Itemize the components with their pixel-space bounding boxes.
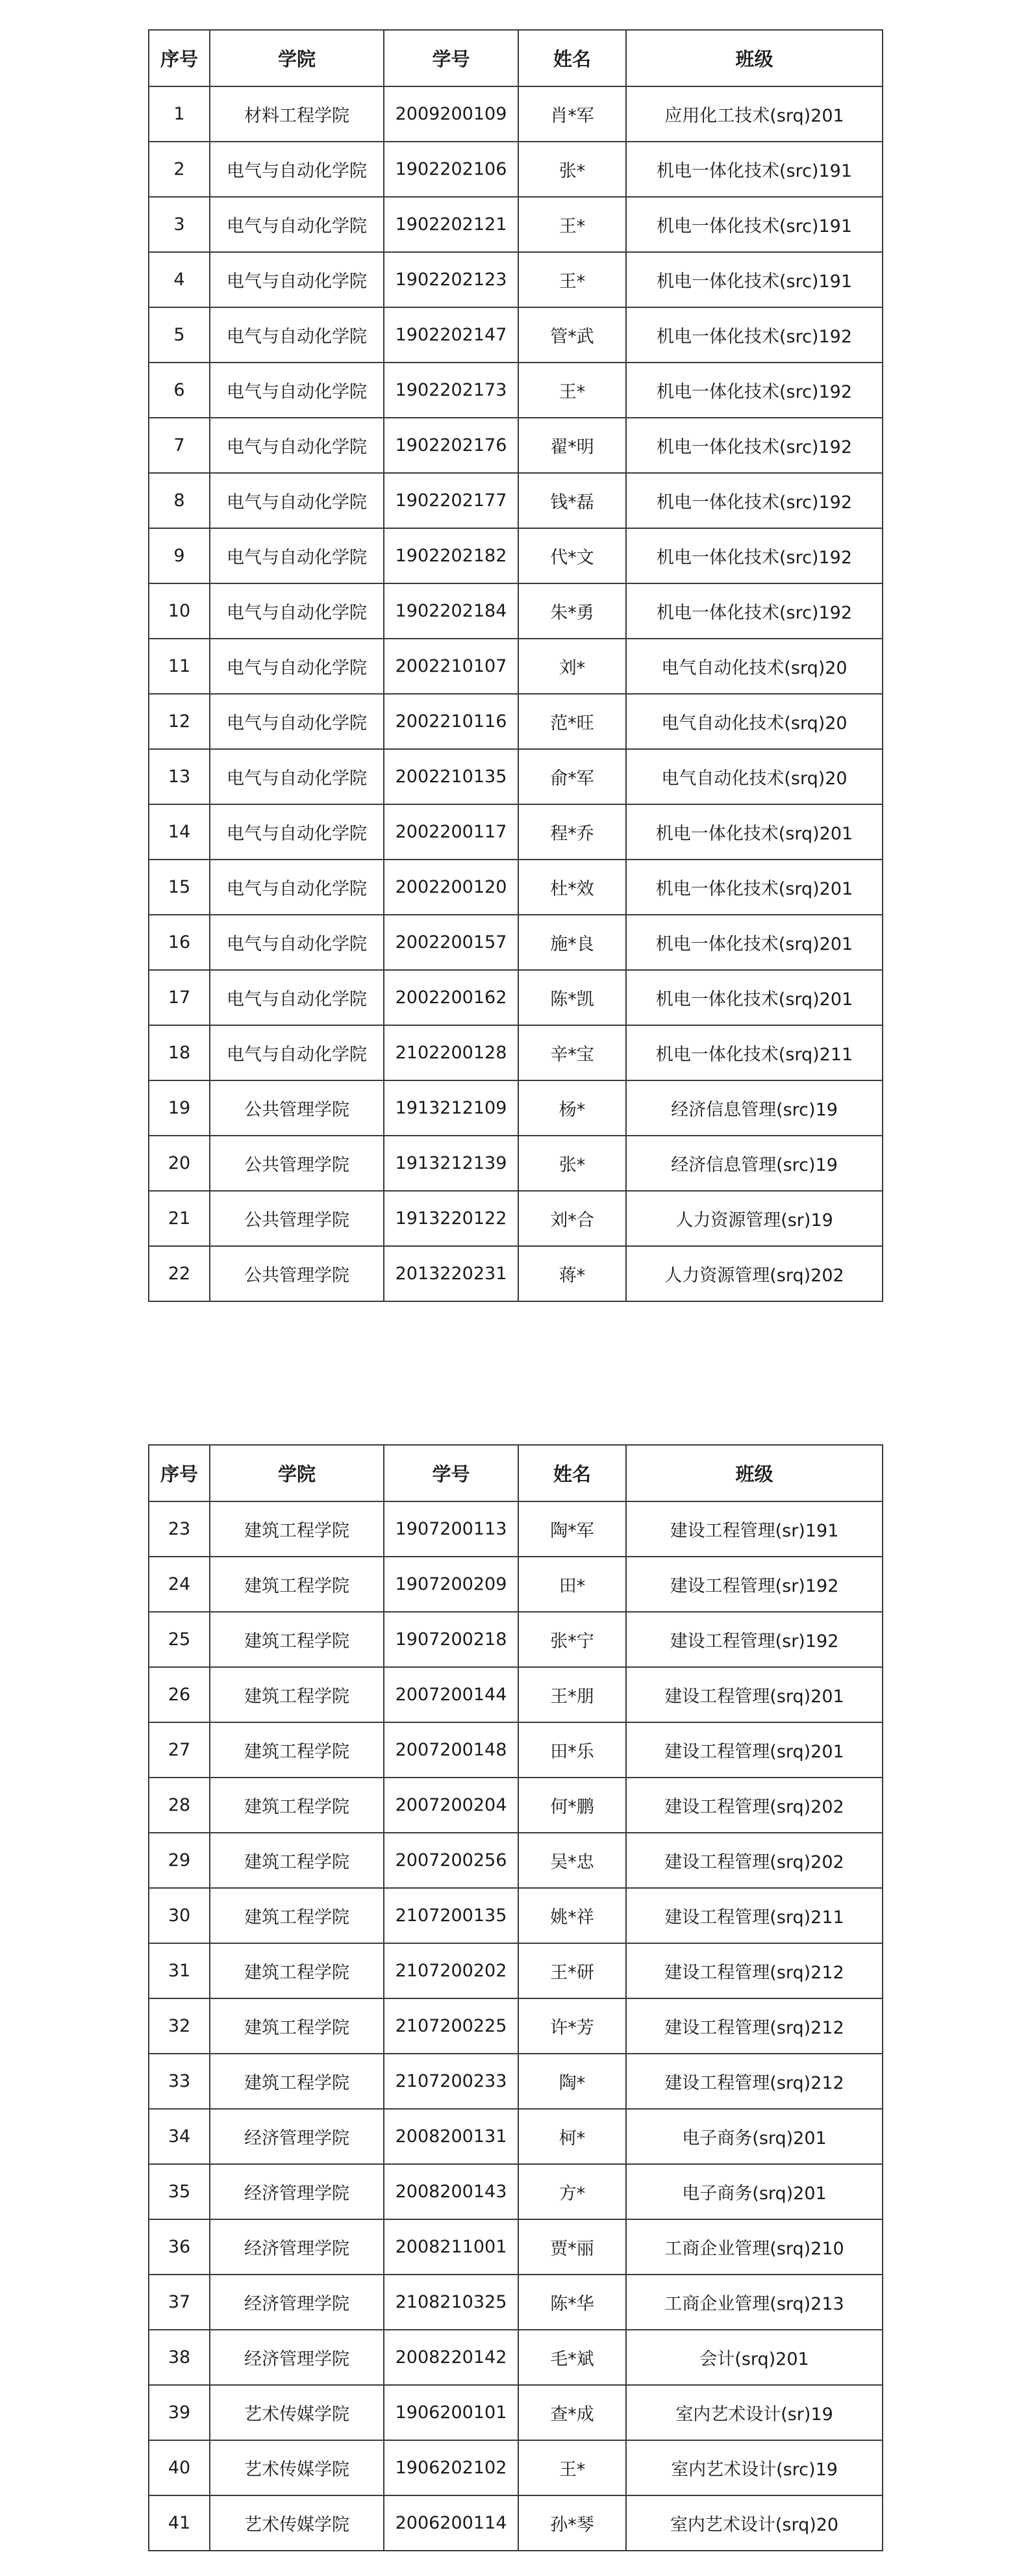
cell-class: 机电一体化技术(src)192 — [626, 473, 883, 528]
table-row — [149, 1246, 883, 1301]
table-row — [149, 1557, 883, 1612]
cell-student-id: 1902202106 — [384, 142, 518, 197]
cell-name: 俞*军 — [518, 749, 626, 804]
header-seq: 序号 — [149, 1445, 210, 1501]
cell-class: 机电一体化技术(srq)201 — [626, 915, 883, 970]
cell-college: 经济管理学院 — [210, 2219, 384, 2275]
cell-class: 室内艺术设计(srq)20 — [626, 2495, 883, 2551]
cell-class: 建设工程管理(sr)192 — [626, 1612, 883, 1667]
cell-name: 方* — [518, 2164, 626, 2219]
cell-name: 张*宁 — [518, 1612, 626, 1667]
cell-college: 建筑工程学院 — [210, 1612, 384, 1667]
cell-class: 工商企业管理(srq)210 — [626, 2219, 883, 2275]
cell-seq: 14 — [149, 804, 210, 860]
cell-student-id: 1906200101 — [384, 2385, 518, 2440]
cell-student-id: 1907200209 — [384, 1557, 518, 1612]
cell-college: 建筑工程学院 — [210, 1943, 384, 1998]
cell-student-id: 2009200109 — [384, 86, 518, 142]
cell-college: 公共管理学院 — [210, 1246, 384, 1301]
cell-college: 建筑工程学院 — [210, 2054, 384, 2109]
cell-class: 电气自动化技术(srq)20 — [626, 749, 883, 804]
cell-name: 张* — [518, 142, 626, 197]
table-row — [149, 860, 883, 915]
cell-name: 管*武 — [518, 307, 626, 363]
cell-name: 吴*忠 — [518, 1833, 626, 1888]
cell-student-id: 1913212139 — [384, 1136, 518, 1191]
cell-student-id: 2002200117 — [384, 804, 518, 860]
cell-name: 钱*磊 — [518, 473, 626, 528]
cell-student-id: 2107200135 — [384, 1888, 518, 1943]
cell-college: 艺术传媒学院 — [210, 2385, 384, 2440]
table-row — [149, 2275, 883, 2330]
cell-class: 建设工程管理(srq)211 — [626, 1888, 883, 1943]
table-row — [149, 1136, 883, 1191]
cell-name: 王* — [518, 252, 626, 307]
cell-seq: 34 — [149, 2109, 210, 2164]
cell-class: 室内艺术设计(src)19 — [626, 2440, 883, 2495]
cell-name: 陶* — [518, 2054, 626, 2109]
cell-student-id: 2002210135 — [384, 749, 518, 804]
cell-class: 建设工程管理(srq)201 — [626, 1722, 883, 1778]
table-row — [149, 197, 883, 252]
cell-student-id: 1902202176 — [384, 418, 518, 473]
cell-college: 电气与自动化学院 — [210, 197, 384, 252]
cell-student-id: 2002200120 — [384, 860, 518, 915]
table-row — [149, 86, 883, 142]
cell-seq: 37 — [149, 2275, 210, 2330]
cell-student-id: 2008211001 — [384, 2219, 518, 2275]
cell-seq: 9 — [149, 528, 210, 583]
cell-class: 建设工程管理(srq)212 — [626, 2054, 883, 2109]
table-row — [149, 363, 883, 418]
table-1-body — [149, 86, 883, 1301]
cell-seq: 41 — [149, 2495, 210, 2551]
cell-name: 代*文 — [518, 528, 626, 583]
cell-student-id: 2108210325 — [384, 2275, 518, 2330]
cell-college: 建筑工程学院 — [210, 1833, 384, 1888]
cell-student-id: 2002210107 — [384, 639, 518, 694]
cell-student-id: 2008220142 — [384, 2330, 518, 2385]
cell-class: 经济信息管理(src)19 — [626, 1136, 883, 1191]
cell-student-id: 1902202182 — [384, 528, 518, 583]
table-2-body — [149, 1501, 883, 2551]
cell-student-id: 1907200218 — [384, 1612, 518, 1667]
cell-seq: 4 — [149, 252, 210, 307]
cell-seq: 19 — [149, 1080, 210, 1136]
cell-student-id: 1902202121 — [384, 197, 518, 252]
cell-college: 经济管理学院 — [210, 2330, 384, 2385]
cell-seq: 3 — [149, 197, 210, 252]
header-college: 学院 — [210, 30, 384, 86]
cell-class: 室内艺术设计(sr)19 — [626, 2385, 883, 2440]
table-row — [149, 2054, 883, 2109]
cell-class: 建设工程管理(srq)202 — [626, 1778, 883, 1833]
table-row — [149, 915, 883, 970]
table-row — [149, 1612, 883, 1667]
cell-name: 范*旺 — [518, 694, 626, 749]
cell-seq: 25 — [149, 1612, 210, 1667]
cell-name: 张* — [518, 1136, 626, 1191]
cell-college: 建筑工程学院 — [210, 1722, 384, 1778]
cell-class: 机电一体化技术(srq)211 — [626, 1025, 883, 1080]
cell-name: 姚*祥 — [518, 1888, 626, 1943]
cell-seq: 6 — [149, 363, 210, 418]
cell-student-id: 1907200113 — [384, 1501, 518, 1557]
cell-seq: 21 — [149, 1191, 210, 1246]
table-row — [149, 804, 883, 860]
cell-class: 电子商务(srq)201 — [626, 2164, 883, 2219]
table-row — [149, 749, 883, 804]
cell-student-id: 1913220122 — [384, 1191, 518, 1246]
cell-college: 电气与自动化学院 — [210, 749, 384, 804]
cell-student-id: 1902202184 — [384, 583, 518, 639]
cell-class: 建设工程管理(srq)212 — [626, 1943, 883, 1998]
cell-college: 电气与自动化学院 — [210, 583, 384, 639]
cell-college: 电气与自动化学院 — [210, 307, 384, 363]
cell-student-id: 1902202177 — [384, 473, 518, 528]
table-row — [149, 528, 883, 583]
cell-name: 刘*合 — [518, 1191, 626, 1246]
cell-college: 公共管理学院 — [210, 1080, 384, 1136]
cell-name: 王* — [518, 2440, 626, 2495]
cell-college: 建筑工程学院 — [210, 1778, 384, 1833]
table-row — [149, 2219, 883, 2275]
cell-class: 机电一体化技术(src)192 — [626, 418, 883, 473]
cell-name: 许*芳 — [518, 1998, 626, 2054]
cell-class: 建设工程管理(srq)201 — [626, 1667, 883, 1722]
cell-student-id: 2107200225 — [384, 1998, 518, 2054]
cell-name: 陶*军 — [518, 1501, 626, 1557]
table-row — [149, 2109, 883, 2164]
cell-college: 建筑工程学院 — [210, 1888, 384, 1943]
table-row — [149, 252, 883, 307]
cell-class: 应用化工技术(srq)201 — [626, 86, 883, 142]
cell-class: 机电一体化技术(src)191 — [626, 197, 883, 252]
cell-seq: 23 — [149, 1501, 210, 1557]
header-college: 学院 — [210, 1445, 384, 1501]
cell-seq: 38 — [149, 2330, 210, 2385]
cell-name: 王* — [518, 363, 626, 418]
cell-name: 王* — [518, 197, 626, 252]
cell-student-id: 2007200144 — [384, 1667, 518, 1722]
cell-name: 王*朋 — [518, 1667, 626, 1722]
cell-name: 孙*琴 — [518, 2495, 626, 2551]
cell-seq: 27 — [149, 1722, 210, 1778]
cell-name: 刘* — [518, 639, 626, 694]
cell-student-id: 2008200131 — [384, 2109, 518, 2164]
cell-college: 电气与自动化学院 — [210, 1025, 384, 1080]
cell-class: 机电一体化技术(src)191 — [626, 252, 883, 307]
table-row — [149, 583, 883, 639]
cell-name: 陈*华 — [518, 2275, 626, 2330]
cell-name: 翟*明 — [518, 418, 626, 473]
cell-student-id: 1902202123 — [384, 252, 518, 307]
cell-name: 贾*丽 — [518, 2219, 626, 2275]
table-row — [149, 1943, 883, 1998]
cell-class: 机电一体化技术(src)192 — [626, 583, 883, 639]
cell-college: 艺术传媒学院 — [210, 2495, 384, 2551]
cell-seq: 30 — [149, 1888, 210, 1943]
cell-student-id: 2007200148 — [384, 1722, 518, 1778]
table-header-row — [149, 30, 883, 86]
cell-class: 电子商务(srq)201 — [626, 2109, 883, 2164]
cell-name: 陈*凯 — [518, 970, 626, 1025]
cell-seq: 26 — [149, 1667, 210, 1722]
cell-seq: 24 — [149, 1557, 210, 1612]
cell-class: 建设工程管理(sr)191 — [626, 1501, 883, 1557]
table-row — [149, 1833, 883, 1888]
cell-seq: 18 — [149, 1025, 210, 1080]
table-row — [149, 473, 883, 528]
cell-name: 程*乔 — [518, 804, 626, 860]
cell-class: 建设工程管理(srq)212 — [626, 1998, 883, 2054]
table-row — [149, 1722, 883, 1778]
table-row — [149, 1080, 883, 1136]
cell-name: 查*成 — [518, 2385, 626, 2440]
cell-student-id: 2007200204 — [384, 1778, 518, 1833]
cell-student-id: 2107200233 — [384, 2054, 518, 2109]
cell-college: 建筑工程学院 — [210, 1557, 384, 1612]
cell-college: 电气与自动化学院 — [210, 804, 384, 860]
cell-name: 肖*军 — [518, 86, 626, 142]
table-row — [149, 1778, 883, 1833]
table-row — [149, 970, 883, 1025]
cell-college: 电气与自动化学院 — [210, 694, 384, 749]
table-row — [149, 2385, 883, 2440]
cell-seq: 7 — [149, 418, 210, 473]
cell-seq: 10 — [149, 583, 210, 639]
table-row — [149, 1998, 883, 2054]
header-student-id: 学号 — [384, 1445, 518, 1501]
cell-class: 经济信息管理(src)19 — [626, 1080, 883, 1136]
header-name: 姓名 — [518, 1445, 626, 1501]
cell-seq: 16 — [149, 915, 210, 970]
cell-class: 电气自动化技术(srq)20 — [626, 639, 883, 694]
cell-seq: 1 — [149, 86, 210, 142]
cell-seq: 15 — [149, 860, 210, 915]
cell-student-id: 2002200157 — [384, 915, 518, 970]
cell-class: 电气自动化技术(srq)20 — [626, 694, 883, 749]
cell-college: 建筑工程学院 — [210, 1501, 384, 1557]
cell-class: 机电一体化技术(src)191 — [626, 142, 883, 197]
cell-student-id: 2107200202 — [384, 1943, 518, 1998]
cell-student-id: 1906202102 — [384, 2440, 518, 2495]
cell-college: 经济管理学院 — [210, 2275, 384, 2330]
student-table-2 — [148, 1444, 883, 2551]
cell-college: 公共管理学院 — [210, 1136, 384, 1191]
table-row — [149, 142, 883, 197]
cell-college: 电气与自动化学院 — [210, 473, 384, 528]
cell-college: 电气与自动化学院 — [210, 528, 384, 583]
header-class: 班级 — [626, 30, 883, 86]
table-row — [149, 2495, 883, 2551]
table-row — [149, 1191, 883, 1246]
cell-seq: 22 — [149, 1246, 210, 1301]
table-row — [149, 2164, 883, 2219]
cell-seq: 8 — [149, 473, 210, 528]
cell-class: 人力资源管理(srq)202 — [626, 1246, 883, 1301]
cell-student-id: 2008200143 — [384, 2164, 518, 2219]
cell-college: 公共管理学院 — [210, 1191, 384, 1246]
cell-college: 建筑工程学院 — [210, 1998, 384, 2054]
cell-college: 电气与自动化学院 — [210, 970, 384, 1025]
cell-class: 建设工程管理(srq)202 — [626, 1833, 883, 1888]
cell-college: 电气与自动化学院 — [210, 363, 384, 418]
cell-class: 人力资源管理(sr)19 — [626, 1191, 883, 1246]
cell-name: 王*研 — [518, 1943, 626, 1998]
table-row — [149, 2440, 883, 2495]
cell-seq: 31 — [149, 1943, 210, 1998]
cell-name: 毛*斌 — [518, 2330, 626, 2385]
cell-seq: 11 — [149, 639, 210, 694]
table-row — [149, 1501, 883, 1557]
cell-college: 经济管理学院 — [210, 2109, 384, 2164]
table-row — [149, 639, 883, 694]
cell-name: 柯* — [518, 2109, 626, 2164]
table-row — [149, 418, 883, 473]
table-row — [149, 1888, 883, 1943]
student-table-1 — [148, 29, 883, 1302]
table-header-row — [149, 1445, 883, 1501]
cell-seq: 12 — [149, 694, 210, 749]
cell-seq: 13 — [149, 749, 210, 804]
cell-name: 田*乐 — [518, 1722, 626, 1778]
table-row — [149, 1025, 883, 1080]
cell-name: 杨* — [518, 1080, 626, 1136]
cell-student-id: 2007200256 — [384, 1833, 518, 1888]
cell-name: 何*鹏 — [518, 1778, 626, 1833]
cell-seq: 33 — [149, 2054, 210, 2109]
cell-name: 杜*效 — [518, 860, 626, 915]
cell-student-id: 1913212109 — [384, 1080, 518, 1136]
cell-seq: 2 — [149, 142, 210, 197]
cell-college: 电气与自动化学院 — [210, 142, 384, 197]
table-row — [149, 307, 883, 363]
cell-college: 艺术传媒学院 — [210, 2440, 384, 2495]
cell-seq: 29 — [149, 1833, 210, 1888]
cell-name: 辛*宝 — [518, 1025, 626, 1080]
cell-class: 会计(srq)201 — [626, 2330, 883, 2385]
cell-seq: 36 — [149, 2219, 210, 2275]
cell-class: 机电一体化技术(src)192 — [626, 528, 883, 583]
cell-class: 机电一体化技术(srq)201 — [626, 970, 883, 1025]
cell-college: 电气与自动化学院 — [210, 418, 384, 473]
cell-college: 电气与自动化学院 — [210, 639, 384, 694]
header-class: 班级 — [626, 1445, 883, 1501]
cell-seq: 39 — [149, 2385, 210, 2440]
header-name: 姓名 — [518, 30, 626, 86]
cell-college: 电气与自动化学院 — [210, 252, 384, 307]
cell-class: 工商企业管理(srq)213 — [626, 2275, 883, 2330]
cell-class: 建设工程管理(sr)192 — [626, 1557, 883, 1612]
cell-student-id: 2102200128 — [384, 1025, 518, 1080]
cell-seq: 5 — [149, 307, 210, 363]
cell-college: 电气与自动化学院 — [210, 915, 384, 970]
cell-student-id: 1902202147 — [384, 307, 518, 363]
table-row — [149, 2330, 883, 2385]
cell-student-id: 2002200162 — [384, 970, 518, 1025]
cell-name: 施*良 — [518, 915, 626, 970]
cell-student-id: 2006200114 — [384, 2495, 518, 2551]
cell-seq: 35 — [149, 2164, 210, 2219]
cell-class: 机电一体化技术(src)192 — [626, 363, 883, 418]
cell-student-id: 2002210116 — [384, 694, 518, 749]
cell-class: 机电一体化技术(src)192 — [626, 307, 883, 363]
table-row — [149, 694, 883, 749]
cell-name: 田* — [518, 1557, 626, 1612]
cell-college: 材料工程学院 — [210, 86, 384, 142]
header-seq: 序号 — [149, 30, 210, 86]
cell-seq: 40 — [149, 2440, 210, 2495]
cell-seq: 17 — [149, 970, 210, 1025]
cell-seq: 20 — [149, 1136, 210, 1191]
cell-student-id: 1902202173 — [384, 363, 518, 418]
cell-name: 朱*勇 — [518, 583, 626, 639]
cell-student-id: 2013220231 — [384, 1246, 518, 1301]
cell-name: 蒋* — [518, 1246, 626, 1301]
cell-seq: 32 — [149, 1998, 210, 2054]
cell-college: 建筑工程学院 — [210, 1667, 384, 1722]
cell-class: 机电一体化技术(srq)201 — [626, 804, 883, 860]
cell-seq: 28 — [149, 1778, 210, 1833]
header-student-id: 学号 — [384, 30, 518, 86]
cell-college: 经济管理学院 — [210, 2164, 384, 2219]
cell-college: 电气与自动化学院 — [210, 860, 384, 915]
table-row — [149, 1667, 883, 1722]
cell-class: 机电一体化技术(srq)201 — [626, 860, 883, 915]
